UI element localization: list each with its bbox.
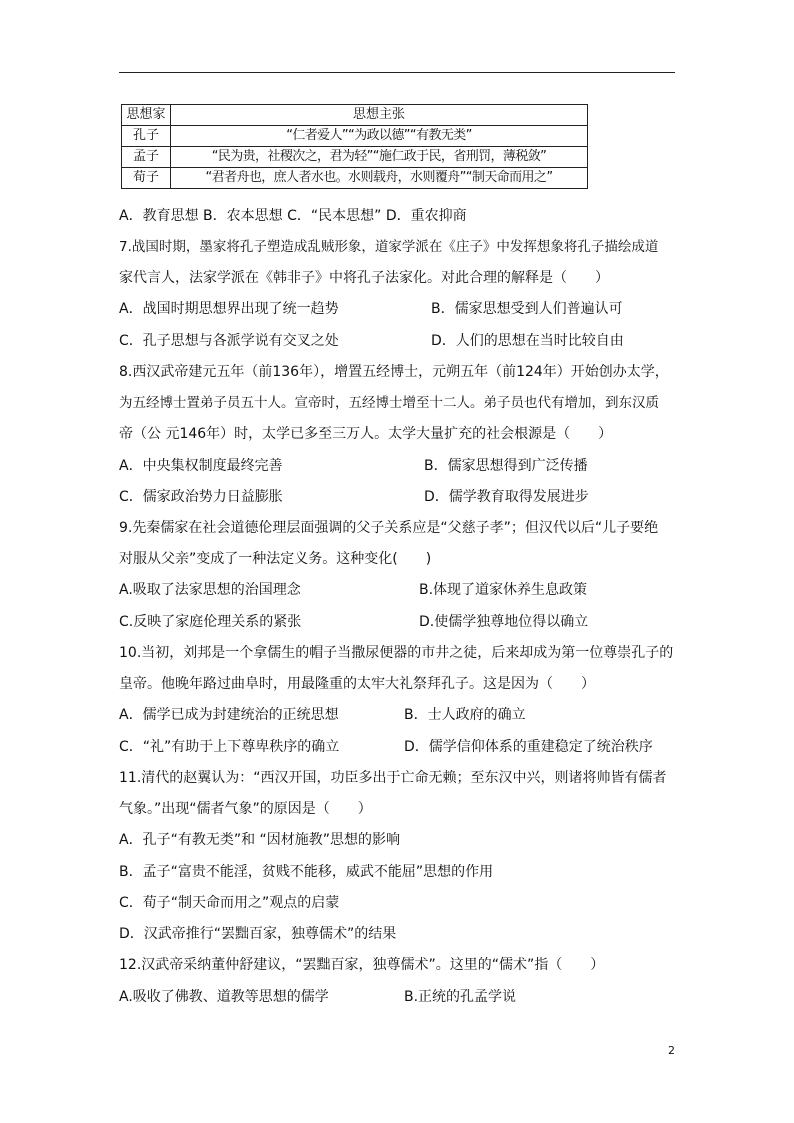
header-person: 思想家	[122, 105, 171, 126]
q9-option-d: D.使儒学独尊地位得以确立	[419, 614, 589, 630]
q7-option-c: C．孔子思想与各派学说有交叉之处	[119, 333, 339, 349]
q11-option-b: B．孟子“富贵不能淫，贫贱不能移，威武不能屈”思想的作用	[119, 864, 494, 880]
q10-stem-line: 皇帝。他晚年路过曲阜时，用最隆重的太牢大礼祭拜孔子。这是因为（ ）	[119, 676, 595, 692]
table-header-row	[122, 105, 588, 126]
q10-stem-line: 10.当初，刘邦是一个拿儒生的帽子当撒尿便器的市井之徒，后来却成为第一位尊崇孔子的	[119, 645, 674, 661]
q7-option-d: D．人们的思想在当时比较自由	[431, 333, 624, 349]
header-idea: 思想主张	[171, 105, 588, 126]
q8-option-c: C．儒家政治势力日益膨胀	[119, 489, 283, 505]
q7-option-b: B．儒家思想受到人们普遍认可	[431, 301, 623, 317]
table-row	[122, 147, 588, 168]
q12-option-a: A.吸收了佛教、道教等思想的儒学	[119, 989, 329, 1005]
q8-option-a: A．中央集权制度最终完善	[119, 458, 283, 474]
cell-person: 荀子	[122, 168, 171, 189]
q10-option-c: C．“礼”有助于上下尊卑秩序的确立	[119, 739, 340, 755]
table-row	[122, 126, 588, 147]
q11-option-a: A．孔子“有教无类”和 “因材施教”思想的影响	[119, 832, 401, 848]
table-row	[122, 168, 588, 189]
q12-stem-line: 12.汉武帝采纳董仲舒建议，“罢黜百家，独尊儒术”。这里的“儒术”指（ ）	[119, 957, 605, 973]
q8-stem-line: 帝（公 元146年）时，太学已多至三万人。太学大量扩充的社会根源是（ ）	[119, 426, 613, 442]
cell-person: 孔子	[122, 126, 171, 147]
cell-idea: “仁者爱人”“为政以德”“有教无类”	[171, 126, 588, 147]
cell-idea: “民为贵，社稷次之，君为轻”“施仁政于民，省刑罚，薄税敛”	[171, 147, 588, 168]
q11-stem-line: 气象。”出现“儒者气象”的原因是（ ）	[119, 801, 372, 817]
q10-option-b: B．士人政府的确立	[404, 707, 526, 723]
header-rule	[119, 72, 675, 73]
q9-option-a: A.吸取了法家思想的治国理念	[119, 582, 301, 598]
q11-stem-line: 11.清代的赵翼认为：“西汉开国，功臣多出于亡命无赖；至东汉中兴，则诸将帅皆有儒者	[119, 770, 667, 786]
q8-stem-line: 8.西汉武帝建元五年（前136年），增置五经博士，元朔五年（前124年）开始创办太学，	[119, 364, 669, 380]
q9-stem-line: 对服从父亲”变成了一种法定义务。这种变化( )	[119, 551, 432, 567]
q8-option-d: D．儒学教育取得发展进步	[424, 489, 589, 505]
q9-option-c: C.反映了家庭伦理关系的紧张	[119, 614, 302, 630]
cell-idea: “君者舟也，庶人者水也。水则载舟，水则覆舟”“制天命而用之”	[171, 168, 588, 189]
q7-stem-line: 7.战国时期，墨家将孔子塑造成乱贼形象，道家学派在《庄子》中发挥想象将孔子描绘成道	[119, 239, 659, 255]
q9-stem-line: 9.先秦儒家在社会道德伦理层面强调的父子关系应是“父慈子孝”；但汉代以后“儿子要绝	[119, 520, 659, 536]
q8-option-b: B．儒家思想得到广泛传播	[424, 458, 588, 474]
q6-options: A．教育思想 B．农本思想 C．“民本思想” D．重农抑商	[119, 208, 467, 224]
q11-option-d: D．汉武帝推行“罢黜百家，独尊儒术”的结果	[119, 926, 397, 942]
thinkers-table	[121, 104, 588, 189]
q7-stem-line: 家代言人，法家学派在《韩非子》中将孔子法家化。对此合理的解释是（ ）	[119, 270, 609, 286]
q9-option-b: B.体现了道家休养生息政策	[419, 582, 588, 598]
q8-stem-line: 为五经博士置弟子员五十人。宣帝时，五经博士增至十二人。弟子员也代有增加，到东汉质	[119, 395, 659, 411]
q12-option-b: B.正统的孔孟学说	[404, 989, 517, 1005]
page-number: 2	[668, 1044, 675, 1057]
q10-option-d: D．儒学信仰体系的重建稳定了统治秩序	[404, 739, 653, 755]
cell-person: 孟子	[122, 147, 171, 168]
q10-option-a: A．儒学已成为封建统治的正统思想	[119, 707, 339, 723]
q11-option-c: C．荀子“制天命而用之”观点的启蒙	[119, 895, 340, 911]
q7-option-a: A．战国时期思想界出现了统一趋势	[119, 301, 339, 317]
